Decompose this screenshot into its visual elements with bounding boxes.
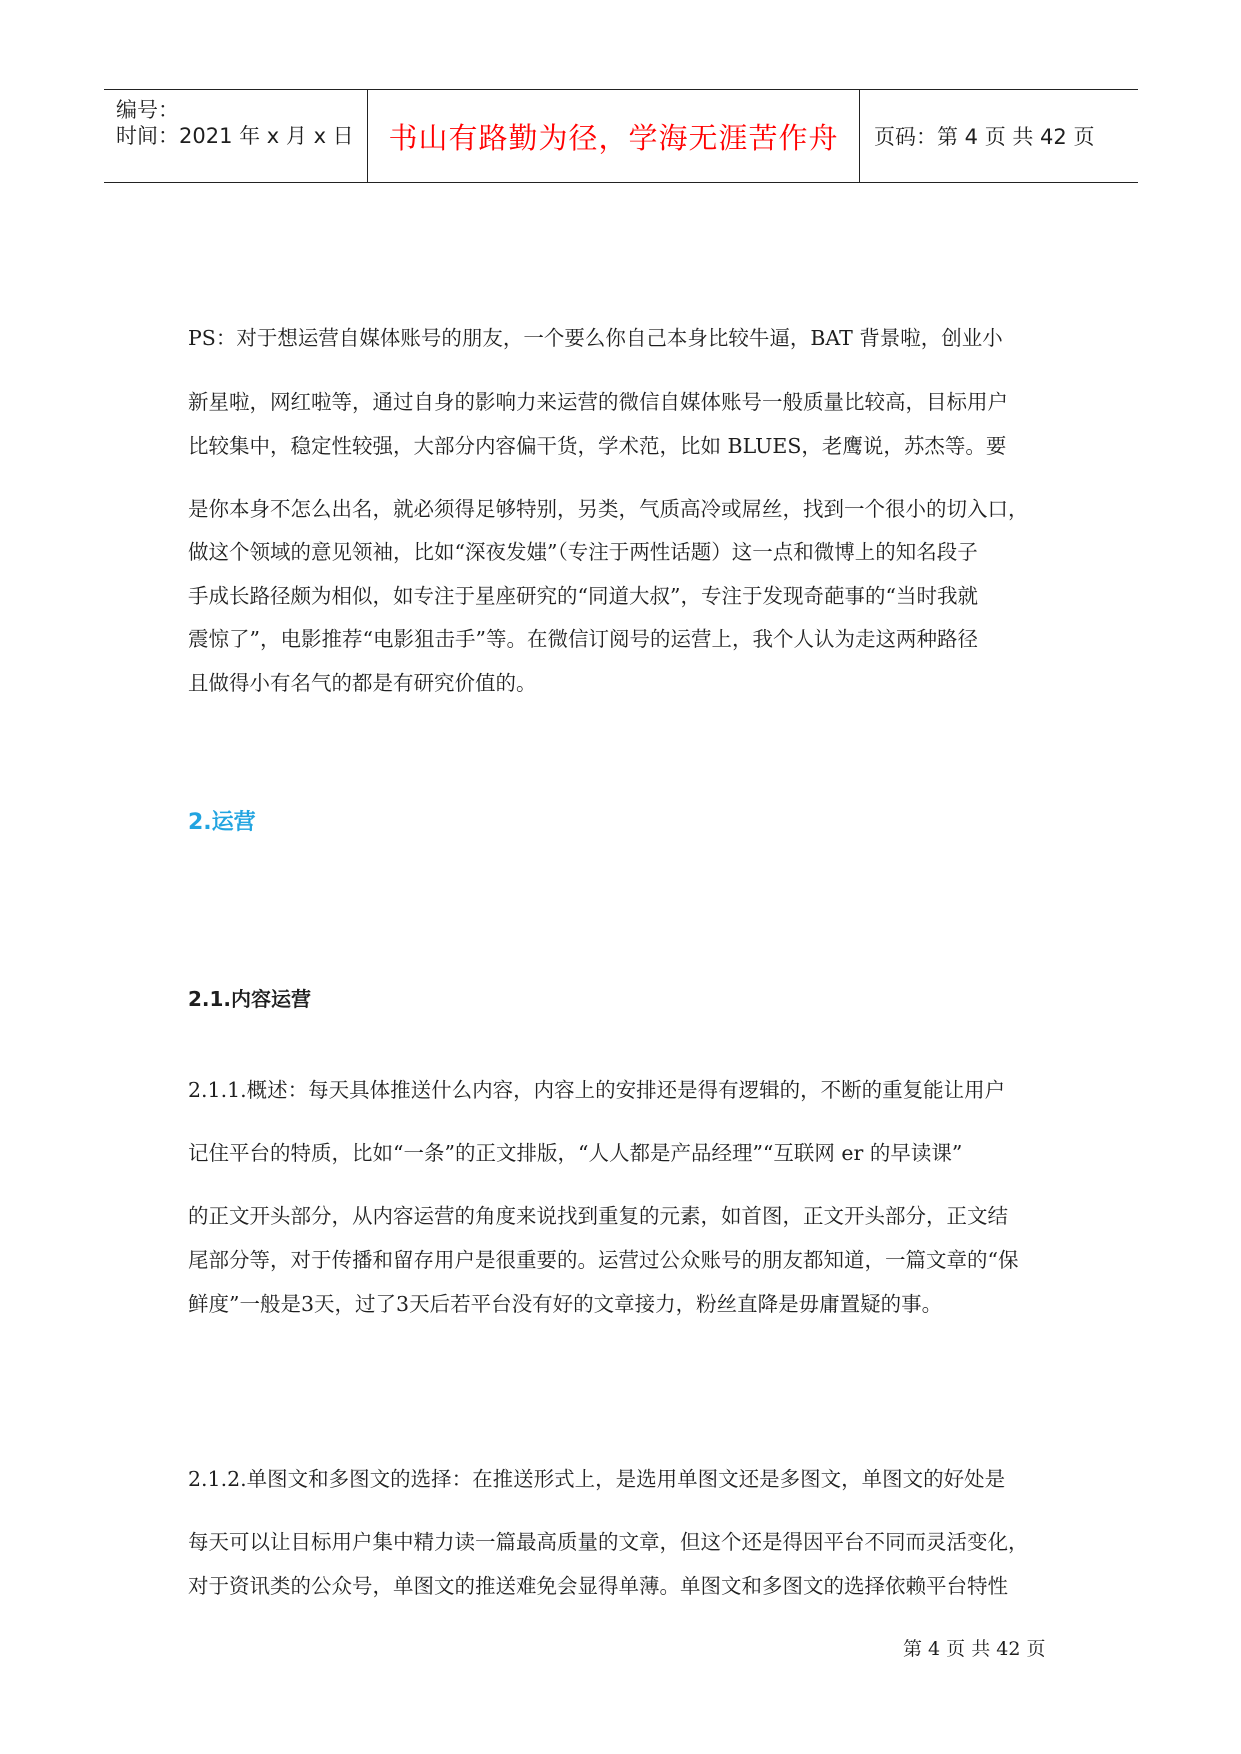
page-header [104,89,1138,183]
page-footer: 第 4 页 共 42 页 [903,1638,1046,1660]
paragraph-line: 每天可以让目标用户集中精力读一篇最高质量的文章，但这个还是得因平台不同而灵活变化， [188,1530,1029,1554]
paragraph-line: 尾部分等，对于传播和留存用户是很重要的。运营过公众账号的朋友都知道，一篇文章的“保 [188,1248,1019,1272]
subsection-heading: 2.1.内容运营 [188,987,312,1011]
paragraph-line: 的正文开头部分，从内容运营的角度来说找到重复的元素，如首图，正文开头部分，正文结 [188,1204,1008,1228]
paragraph-line: 是你本身不怎么出名，就必须得足够特别，另类，气质高冷或屌丝，找到一个很小的切入口， [188,497,1029,521]
header-motto: 书山有路勤为径，学海无涯苦作舟 [388,121,839,155]
time-label: 时间：2021 年 x 月 x 日 [116,124,354,148]
paragraph-line: 且做得小有名气的都是有研究价值的。 [188,671,537,695]
paragraph-line: 做这个领域的意见领袖，比如“深夜发媸”（专注于两性话题）这一点和微博上的知名段子 [188,540,978,564]
paragraph-line: 震惊了”，电影推荐“电影狙击手”等。在微信订阅号的运营上，我个人认为走这两种路径 [188,627,978,651]
header-page-info: 页码：第 4 页 共 42 页 [874,125,1095,149]
serial-label: 编号： [116,98,179,122]
header-motto-cell [368,90,860,182]
paragraph-line: 2.1.1.概述：每天具体推送什么内容，内容上的安排还是得有逻辑的，不断的重复能让用户 [188,1078,1006,1102]
paragraph-line: 对于资讯类的公众号，单图文的推送难免会显得单薄。单图文和多图文的选择依赖平台特性 [188,1574,1008,1598]
paragraph-line: 手成长路径颇为相似，如专注于星座研究的“同道大叔”，专注于发现奇葩事的“当时我就 [188,584,978,608]
paragraph-line: 鲜度”一般是3天，过了3天后若平台没有好的文章接力，粉丝直降是毋庸置疑的事。 [188,1292,943,1316]
paragraph-line: 记住平台的特质，比如“一条”的正文排版，“人人都是产品经理”“互联网 er 的早读课” [188,1141,963,1165]
header-meta-cell [104,90,368,182]
paragraph-line: 新星啦，网红啦等，通过自身的影响力来运营的微信自媒体账号一般质量比较高，目标用户 [188,390,1008,414]
section-heading: 2.运营 [188,810,256,835]
header-page-cell [860,90,1138,182]
paragraph-line: 2.1.2.单图文和多图文的选择：在推送形式上，是选用单图文还是多图文，单图文的好处是 [188,1467,1006,1491]
paragraph-line: PS：对于想运营自媒体账号的朋友，一个要么你自己本身比较牛逼，BAT 背景啦，创业小 [188,326,1003,350]
paragraph-line: 比较集中，稳定性较强，大部分内容偏干货，学术范，比如 BLUES，老鹰说，苏杰等。要 [188,434,1007,458]
